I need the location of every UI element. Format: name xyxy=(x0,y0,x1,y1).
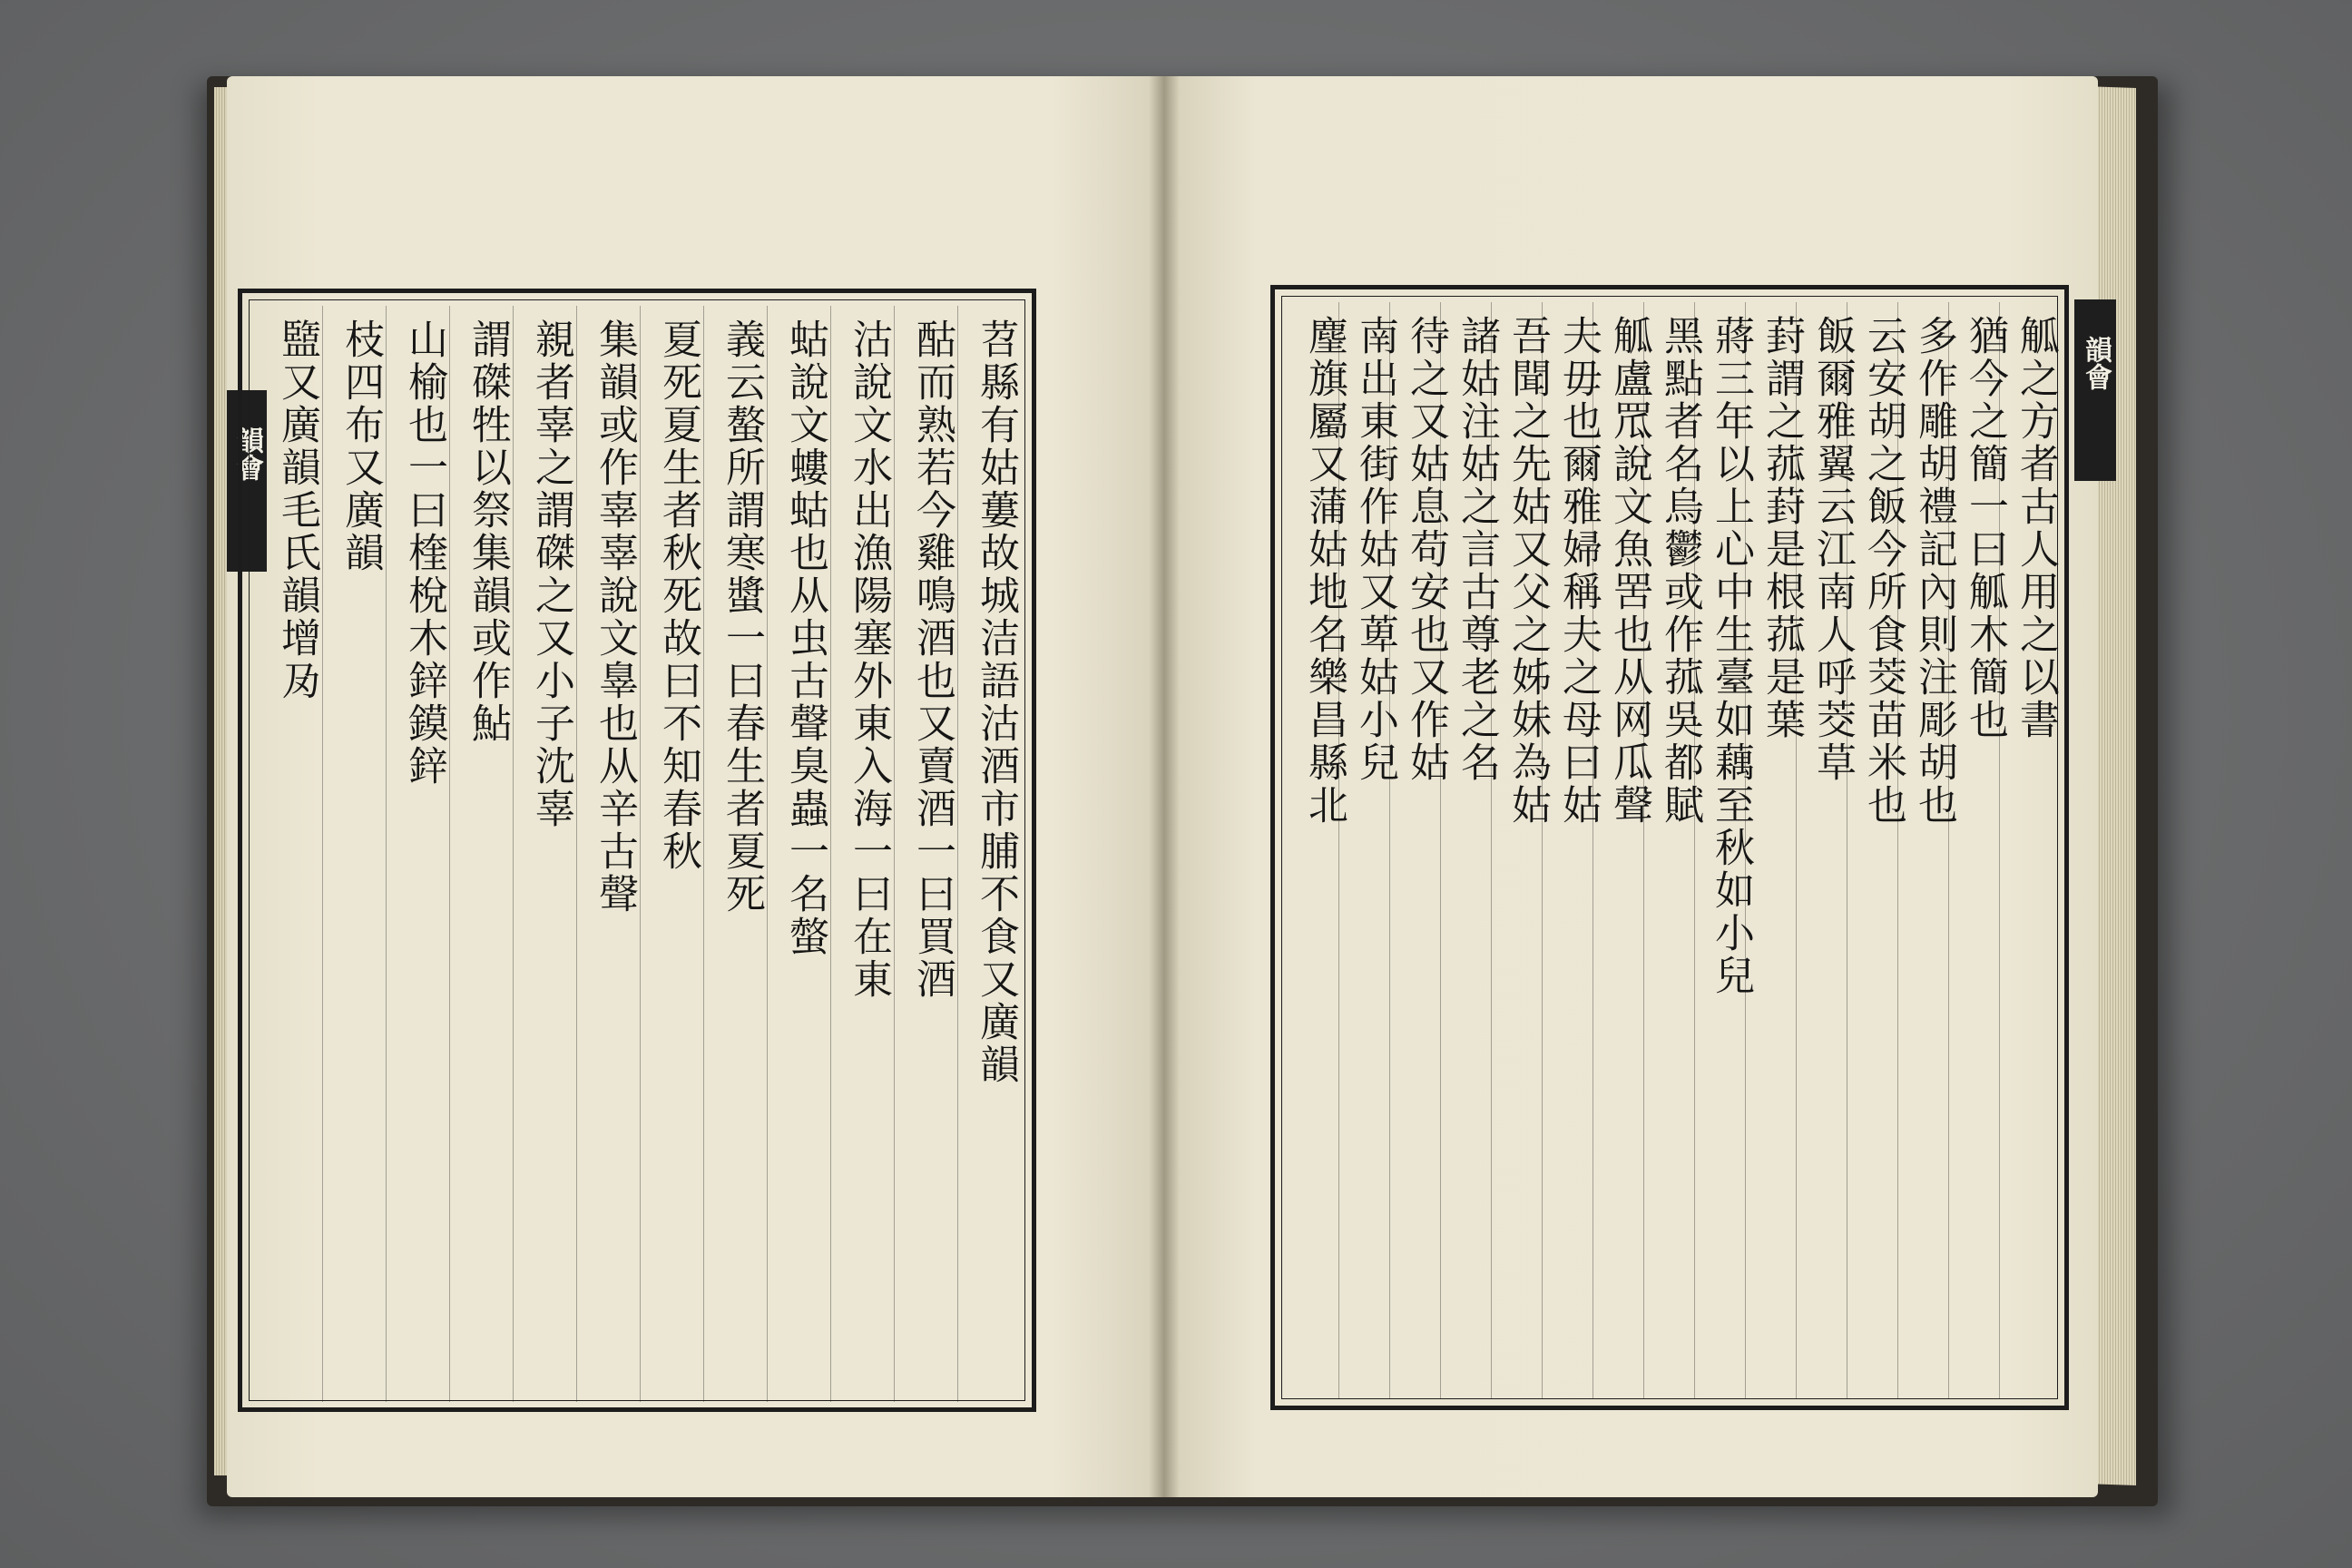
text-column: 夫毋也爾雅婦稱夫之母曰姑 xyxy=(1555,315,1602,827)
text-column: 蔣三年以上心中生臺如藕至秋如小兒 xyxy=(1708,315,1754,997)
text-column: 蛄說文螻蛄也从虫古聲臭蟲一名螫 xyxy=(782,318,828,958)
text-column: 諸姑注姑之言古尊老之名 xyxy=(1454,315,1500,784)
text-column: 猶今之簡一曰觚木簡也 xyxy=(1962,315,2008,741)
text-column: 觚盧罛說文魚罟也从网瓜聲 xyxy=(1606,315,1652,827)
text-column: 集韻或作辜辜說文辠也从辛古聲 xyxy=(592,318,638,916)
left-side-tab-label: 韻會 xyxy=(231,426,263,481)
text-column: 枝四布又廣韻 xyxy=(338,318,384,574)
left-text-frame xyxy=(238,289,1036,1412)
text-column: 觚之方者古人用之以書 xyxy=(2013,315,2059,741)
text-column: 葑謂之菰葑是根菰是葉 xyxy=(1759,315,1805,741)
text-column: 待之又姑息苟安也又作姑 xyxy=(1403,315,1449,784)
right-text-frame xyxy=(1270,285,2069,1410)
text-column: 山榆也一曰楏梲木鋅鏌鋅 xyxy=(401,318,447,788)
right-side-tab-label: 韻會 xyxy=(2080,336,2112,390)
text-column: 南出東街作姑又萆姑小兒 xyxy=(1352,315,1398,784)
text-column: 吾聞之先姑又父之姊妹為姑 xyxy=(1504,315,1551,827)
text-column: 飯爾雅翼云江南人呼茭草 xyxy=(1809,315,1856,784)
book-gutter xyxy=(1149,76,1180,1497)
right-side-tab xyxy=(2074,299,2116,481)
text-column: 云安胡之飯今所食茭苗米也 xyxy=(1860,315,1906,827)
text-column: 義云螯所謂寒螿一曰春生者夏死 xyxy=(719,318,765,916)
text-column: 苕縣有姑蔞故城洁語沽酒市脯不食又廣韻 xyxy=(973,318,1019,1086)
text-column: 麈旗屬又蒲姑地名樂昌縣北 xyxy=(1301,315,1348,827)
text-column: 盬又廣韻毛氏韻增夃 xyxy=(274,318,320,702)
text-column: 多作雕胡禮記內則注彫胡也 xyxy=(1911,315,1957,827)
text-column: 親者辜之謂磔之又小子沈辜 xyxy=(528,318,574,830)
text-column: 酤而熟若今雞鳴酒也又賣酒一曰買酒 xyxy=(909,318,956,1001)
text-column: 謂磔牲以祭集韻或作鮎 xyxy=(465,318,511,745)
text-column: 黑點者名烏鬱或作菰吳都賦 xyxy=(1657,315,1703,827)
text-column: 夏死夏生者秋死故曰不知春秋 xyxy=(655,318,701,873)
text-column: 沽說文水出漁陽塞外東入海一曰在東 xyxy=(846,318,892,1001)
